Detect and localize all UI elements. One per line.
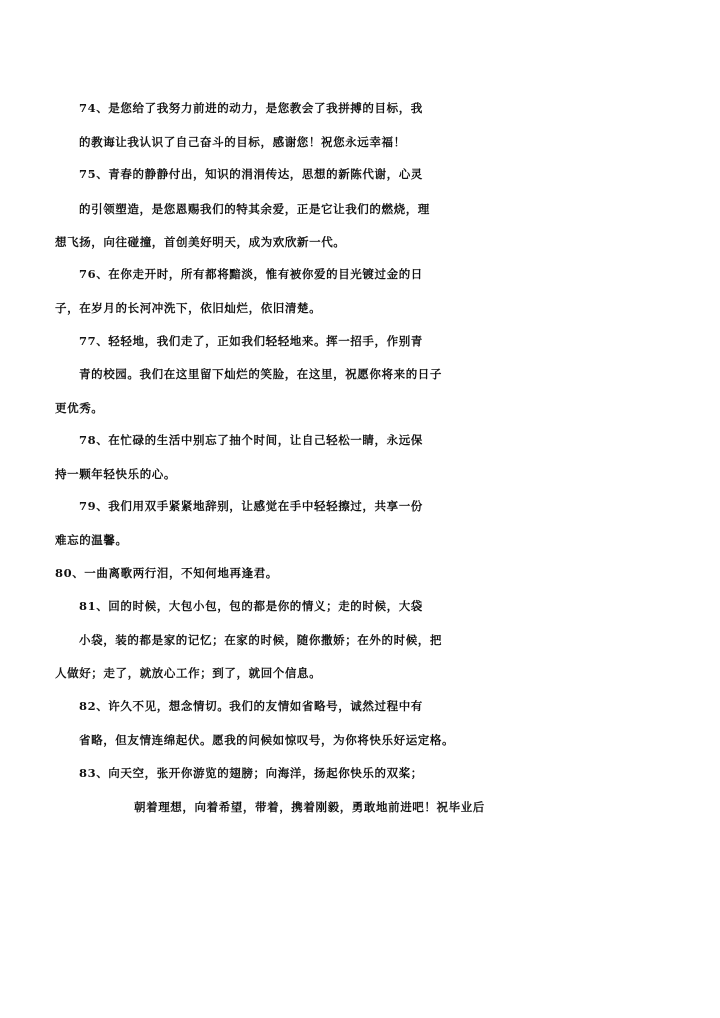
text-line-78a: 78、在忙碌的生活中别忘了抽个时间，让自己轻松一睛，永远保 [79,433,423,447]
text-line-81b: 小袋，装的都是家的记忆；在家的时候，随你撒娇；在外的时候，把 [79,633,442,647]
text-line-78b: 持一颗年轻快乐的心。 [55,467,176,481]
text-line-75a: 75、青春的静静付出，知识的涓涓传达，思想的新陈代谢，心灵 [79,167,423,181]
text-line-77b: 青的校园。我们在这里留下灿烂的笑脸，在这里，祝愿你将来的日子 [79,367,442,381]
text-line-77a: 77、轻轻地，我们走了，正如我们轻轻地来。挥一招手，作别青 [79,334,423,348]
text-line-79b: 难忘的温馨。 [55,533,128,547]
text-line-81c: 人做好；走了，就放心工作；到了，就回个信息。 [55,666,322,680]
text-line-74b: 的教诲让我认识了自己奋斗的目标，感谢您！祝您永远幸福！ [79,135,406,149]
text-line-76a: 76、在你走开时，所有都将黯淡，惟有被你爱的目光镀过金的日 [79,267,423,281]
text-line-82b: 省略，但友情连绵起伏。愿我的问候如惊叹号，为你将快乐好运定格。 [79,733,455,747]
text-line-83a: 83、向天空，张开你游览的翅膀；向海洋，扬起你快乐的双桨； [79,766,423,780]
text-line-80: 80、一曲离歌两行泪，不知何地再逢君。 [55,566,278,580]
text-line-81a: 81、回的时候，大包小包，包的都是你的情义；走的时候，大袋 [79,599,423,613]
text-line-79a: 79、我们用双手紧紧地辞别，让感觉在手中轻轻擦过，共享一份 [79,499,423,513]
text-line-77c: 更优秀。 [55,401,104,415]
text-line-74a: 74、是您给了我努力前进的动力，是您教会了我拼搏的目标，我 [79,101,423,115]
text-line-75b: 的引领塑造，是您恩赐我们的特其余爱，正是它让我们的燃烧，理 [79,202,430,216]
text-line-82a: 82、许久不见，想念情切。我们的友情如省略号，诚然过程中有 [79,699,423,713]
text-line-83b: 朝着理想，向着希望，带着，携着刚毅，勇敢地前进吧！祝毕业后 [134,800,485,814]
text-line-76b: 子，在岁月的长河冲洗下，依旧灿烂，依旧清楚。 [55,301,322,315]
text-line-75c: 想飞扬，向往碰撞，首创美好明天，成为欢欣新一代。 [55,235,346,249]
